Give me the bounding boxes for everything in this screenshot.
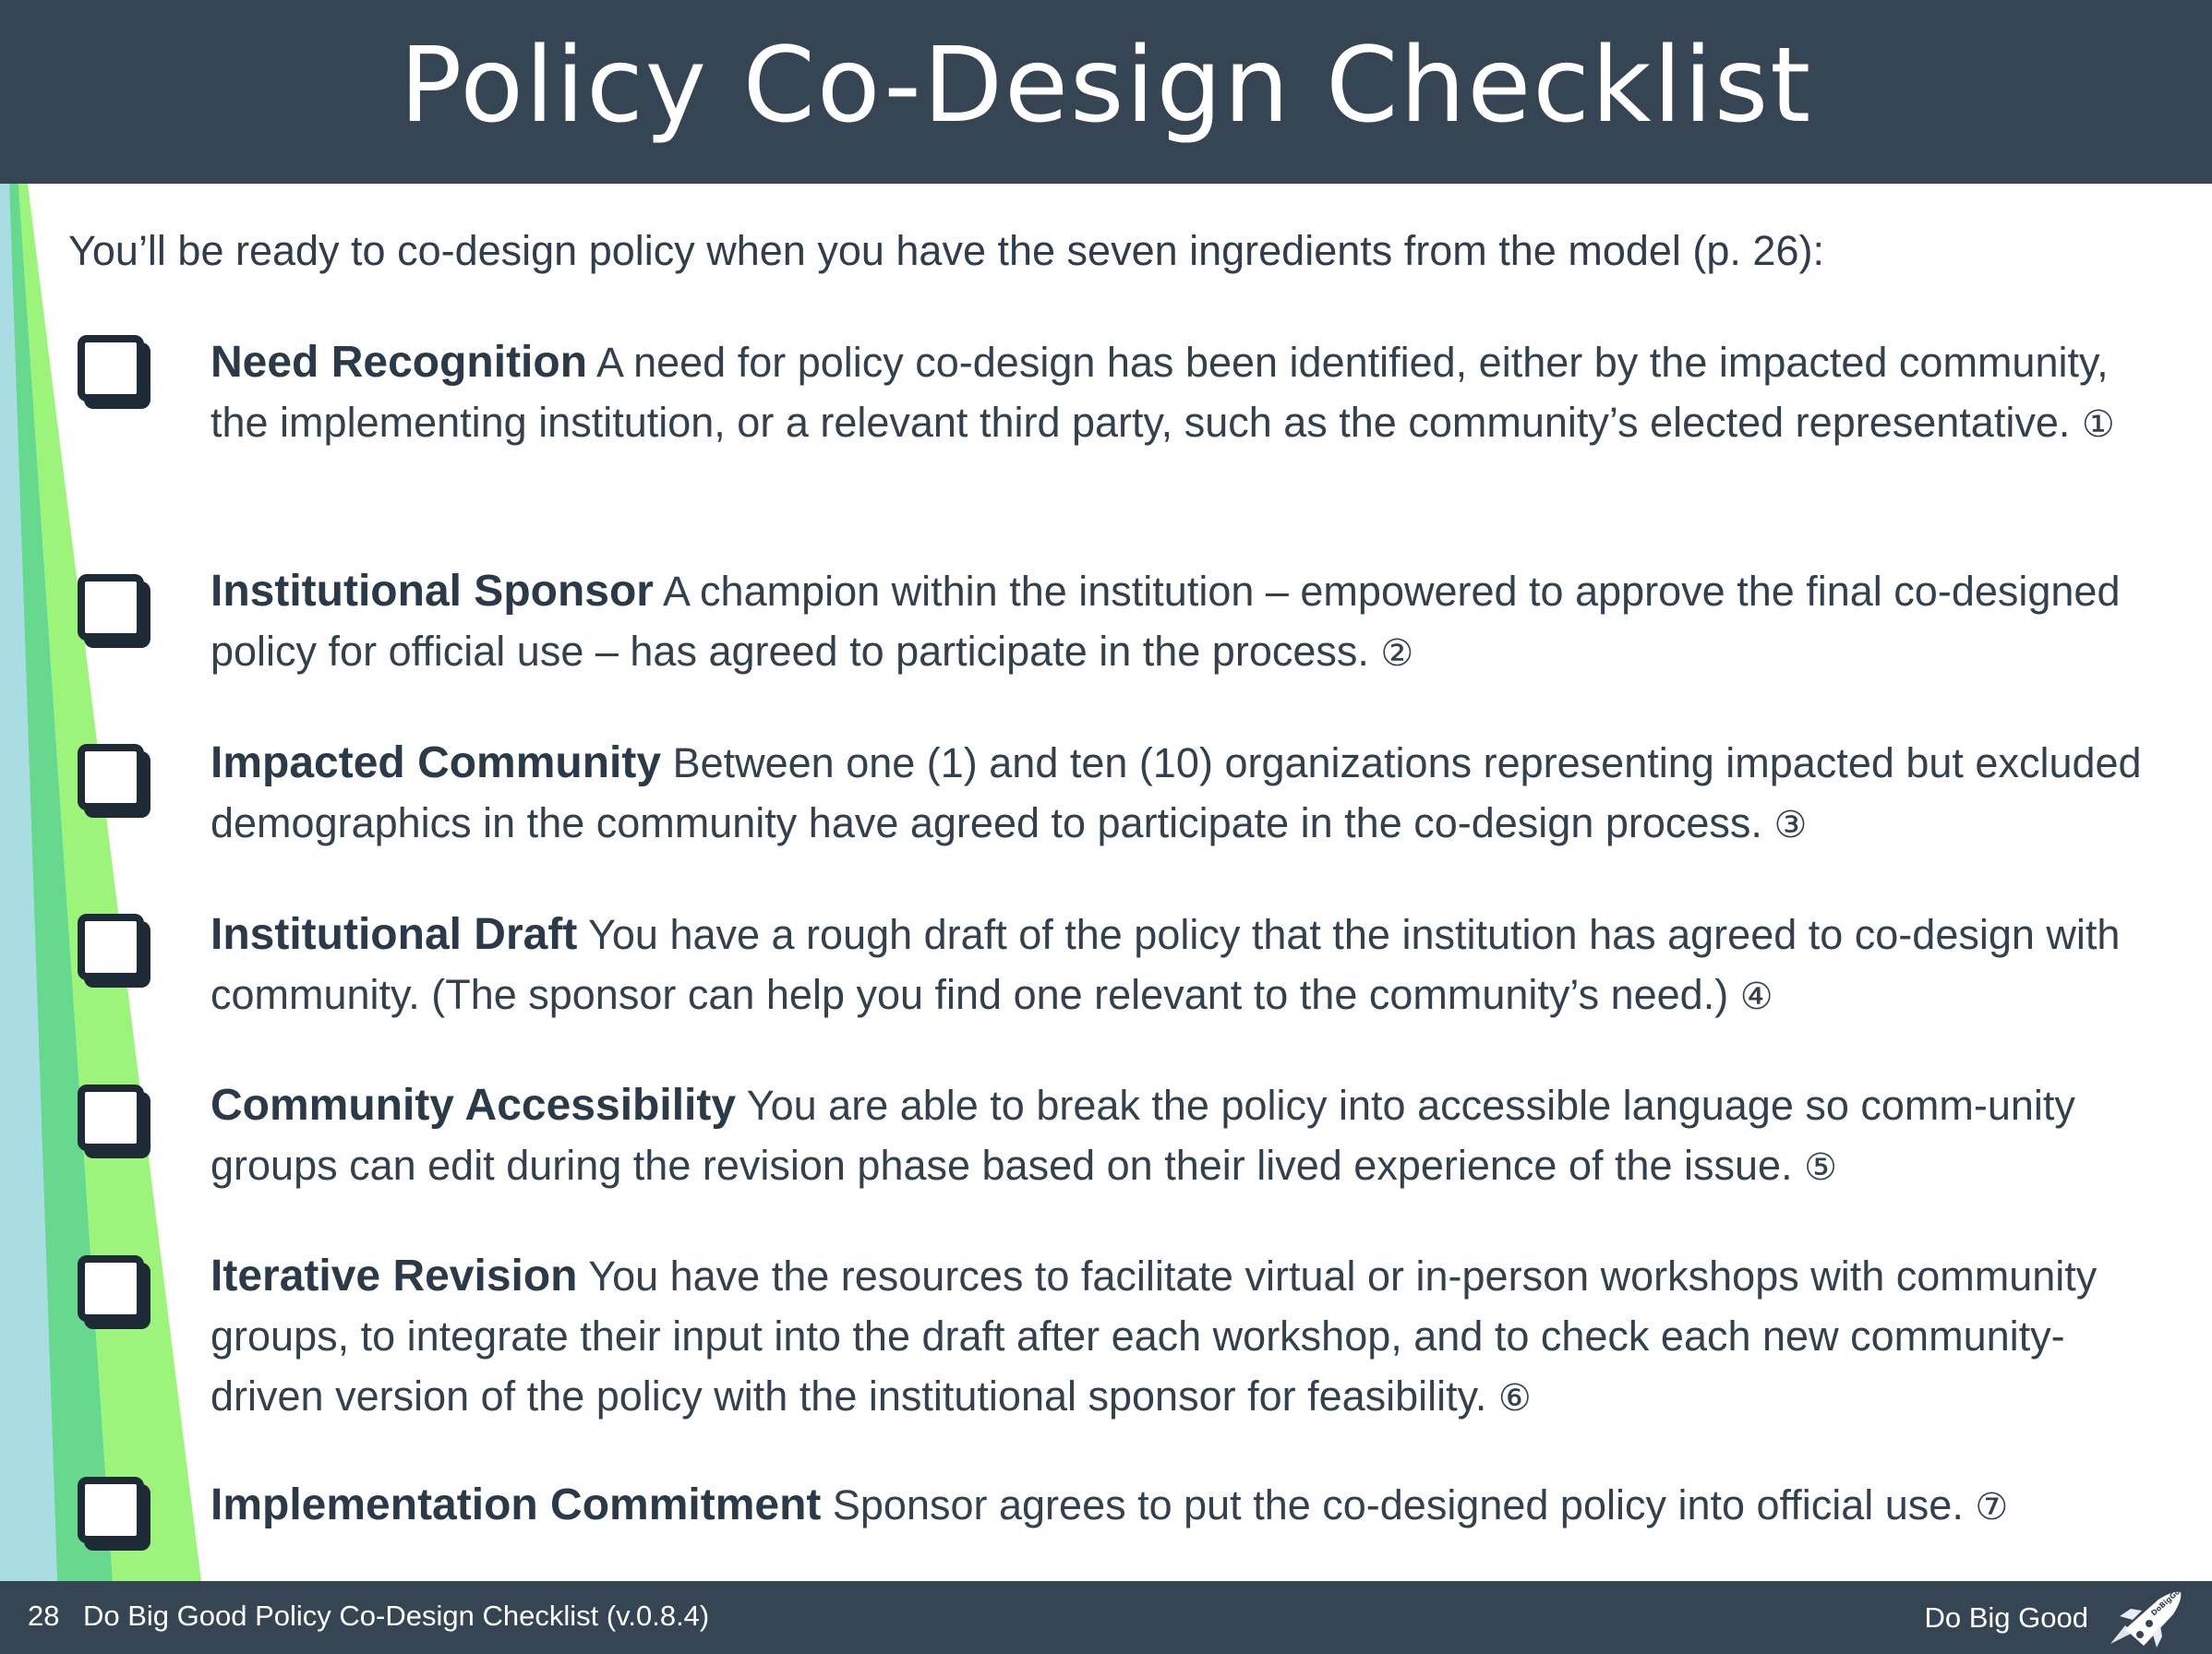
item-title: Implementation Commitment	[210, 1480, 822, 1529]
item-title: Iterative Revision	[210, 1252, 578, 1300]
footer-bar	[0, 1581, 2212, 1654]
item-marker: ①	[2081, 403, 2115, 446]
item-description: You have the resources to facilitate virtual or in-person workshops with community groups, to integrate their input into the draft after each workshop, and to check each new community-driven version of the policy with the institutional sponsor for feasibility.	[210, 1252, 2098, 1420]
item-description: You are able to break the policy into accessible language so comm-unity groups can edit during the revision phase based on their lived experience of the issue.	[210, 1082, 2075, 1189]
checkbox[interactable]	[78, 335, 144, 402]
checkbox[interactable]	[78, 914, 144, 980]
page-title: Policy Co-Design Checklist	[399, 25, 1813, 146]
footer-title: Do Big Good Policy Co-Design Checklist (v.0.8.4)	[83, 1600, 710, 1632]
checkbox[interactable]	[78, 574, 144, 641]
logo-text: DoBigGood	[2149, 1580, 2190, 1618]
footer-brand: Do Big Good	[1924, 1601, 2088, 1634]
item-text	[210, 733, 2158, 856]
item-description: A champion within the institution – empowered to approve the final co-designed policy for official use – has agreed to participate in the process.	[210, 568, 2121, 675]
item-marker: ⑦	[1975, 1486, 2009, 1528]
item-title: Impacted Community	[210, 738, 662, 787]
item-title: Community Accessibility	[210, 1081, 737, 1130]
item-marker: ⑥	[1497, 1377, 1532, 1420]
checkbox[interactable]	[78, 1477, 144, 1543]
checkbox[interactable]	[78, 1085, 144, 1151]
item-marker: ⑤	[1804, 1146, 1837, 1189]
checkbox[interactable]	[78, 744, 144, 810]
item-title: Institutional Draft	[210, 910, 578, 959]
item-text	[210, 332, 2158, 455]
rocket-logo-icon	[2105, 1580, 2190, 1649]
item-text	[210, 561, 2158, 684]
item-description: Sponsor agrees to put the co-designed policy into official use.	[821, 1481, 1976, 1528]
item-marker: ③	[1773, 804, 1808, 846]
item-text	[210, 1075, 2158, 1198]
item-marker: ④	[1739, 976, 1773, 1018]
item-text	[210, 1246, 2158, 1429]
item-text	[210, 905, 2158, 1027]
item-text	[210, 1475, 2158, 1538]
item-title: Institutional Sponsor	[210, 567, 654, 616]
item-description: A need for policy co-design has been identified, either by the impacted community, the implementing institution, or a relevant third party, such as the community’s elected representative.	[210, 339, 2109, 446]
item-marker: ②	[1380, 632, 1414, 675]
item-description: Between one (1) and ten (10) organizations representing impacted but excluded demographics in the community have agreed to participate in the co-design process.	[210, 739, 2142, 846]
intro-text: You’ll be ready to co-design policy when you have the seven ingredients from the model (p. 26):	[68, 227, 1824, 274]
checkbox[interactable]	[78, 1255, 144, 1322]
item-description: You have a rough draft of the policy that the institution has agreed to co-design with community. (The sponsor can help you find one relevant to the community’s need.)	[210, 911, 2121, 1018]
page-number: 28	[28, 1600, 60, 1632]
item-title: Need Recognition	[210, 338, 588, 387]
